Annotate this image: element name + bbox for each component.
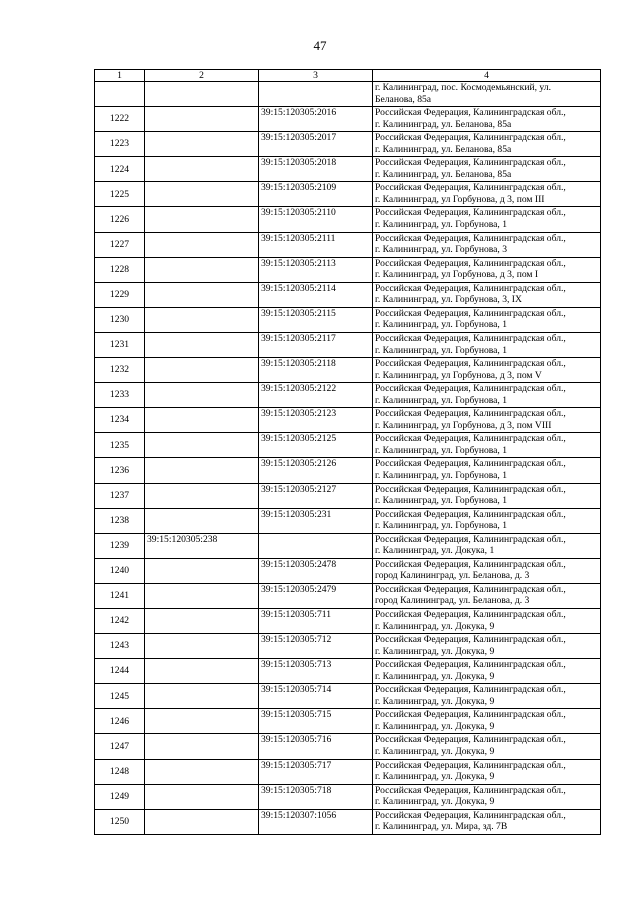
table-row [95, 659, 601, 684]
address-line-1: Российская Федерация, Калининградская обл., [375, 759, 566, 771]
cadastral-number-cell: 39:15:120305:712 [259, 634, 373, 659]
table-row [95, 734, 601, 759]
column-header: 1 [95, 70, 145, 82]
address-line-1: Российская Федерация, Калининградская обл., [375, 307, 566, 319]
cadastral-number-cell: 39:15:120305:2122 [259, 383, 373, 408]
table-row [95, 583, 601, 608]
row-number-cell: 1233 [95, 383, 145, 408]
row-number-cell: 1239 [95, 533, 145, 558]
address-line-2: г. Калининград, ул. Докука, 9 [375, 620, 495, 632]
cadastral-number-cell: 39:15:120305:715 [259, 709, 373, 734]
column-2-cell [145, 132, 259, 157]
cadastral-number-cell: 39:15:120305:716 [259, 734, 373, 759]
column-2-cell [145, 433, 259, 458]
address-line-2: город Калининград, ул. Беланова, д. 3 [375, 570, 530, 582]
cadastral-number-cell: 39:15:120305:231 [259, 508, 373, 533]
address-cell [373, 558, 601, 583]
address-line-1: Российская Федерация, Калининградская обл., [375, 458, 566, 470]
row-number-cell: 1245 [95, 684, 145, 709]
table-row [95, 684, 601, 709]
address-line-2: г. Калининград, ул. Горбунова, 1 [375, 444, 508, 456]
address-line-2: г. Калининград, ул. Беланова, 85а [375, 143, 512, 155]
row-number-cell: 1229 [95, 282, 145, 307]
address-line-1: Российская Федерация, Калининградская обл., [375, 332, 566, 344]
address-cell [373, 307, 601, 332]
address-line-1: Российская Федерация, Калининградская обл., [375, 533, 566, 545]
table-row [95, 132, 601, 157]
column-2-cell [145, 558, 259, 583]
address-line-2: г. Калининград, ул. Горбунова, 1 [375, 344, 508, 356]
address-line-1: Российская Федерация, Калининградская обл., [375, 207, 566, 219]
cadastral-number-cell: 39:15:120305:2126 [259, 458, 373, 483]
address-line-1: Российская Федерация, Калининградская обл., [375, 282, 566, 294]
address-line-1: Российская Федерация, Калининградская обл., [375, 809, 566, 821]
table-row [95, 157, 601, 182]
column-2-cell: 39:15:120305:238 [145, 533, 259, 558]
cadastral-number-cell: 39:15:120305:2016 [259, 107, 373, 132]
column-2-cell [145, 207, 259, 232]
address-cell [373, 332, 601, 357]
cadastral-number-cell: 39:15:120305:2478 [259, 558, 373, 583]
address-line-1: Российская Федерация, Калининградская обл., [375, 107, 566, 119]
column-2-cell [145, 684, 259, 709]
table-row [95, 483, 601, 508]
row-number-cell: 1249 [95, 784, 145, 809]
row-number-cell: 1248 [95, 759, 145, 784]
table-row [95, 433, 601, 458]
column-2-cell [145, 408, 259, 433]
address-line-2: г. Калининград, ул. Мира, зд. 7В [375, 821, 508, 833]
address-line-2: г. Калининград, ул. Докука, 9 [375, 645, 495, 657]
table-row [95, 709, 601, 734]
address-line-1: Российская Федерация, Калининградская обл., [375, 709, 566, 721]
column-2-cell [145, 458, 259, 483]
address-line-2: г. Калининград, ул. Докука, 9 [375, 670, 495, 682]
table-row [95, 809, 601, 834]
table-header-row [95, 70, 601, 82]
cadastral-number-cell: 39:15:120305:718 [259, 784, 373, 809]
table-row [95, 558, 601, 583]
address-line-2: Беланова, 85а [375, 93, 432, 105]
table-row [95, 759, 601, 784]
address-line-1: Российская Федерация, Калининградская обл., [375, 784, 566, 796]
table-row [95, 257, 601, 282]
address-cell [373, 257, 601, 282]
address-cell [373, 458, 601, 483]
address-cell [373, 82, 601, 107]
address-cell [373, 759, 601, 784]
address-line-1: Российская Федерация, Калининградская обл., [375, 608, 566, 620]
row-number-cell: 1234 [95, 408, 145, 433]
table-row [95, 307, 601, 332]
row-number-cell: 1250 [95, 809, 145, 834]
table-row [95, 634, 601, 659]
table-row [95, 383, 601, 408]
address-line-1: Российская Федерация, Калининградская обл., [375, 583, 566, 595]
address-line-1: Российская Федерация, Калининградская обл., [375, 383, 566, 395]
table-row [95, 232, 601, 257]
cadastral-number-cell: 39:15:120305:2111 [259, 232, 373, 257]
cadastral-number-cell [259, 82, 373, 107]
address-line-1: Российская Федерация, Калининградская обл., [375, 157, 566, 169]
column-2-cell [145, 483, 259, 508]
column-2-cell [145, 182, 259, 207]
address-line-1: Российская Федерация, Калининградская обл., [375, 232, 566, 244]
row-number-cell: 1222 [95, 107, 145, 132]
table-row [95, 358, 601, 383]
column-2-cell [145, 307, 259, 332]
row-number-cell [95, 82, 145, 107]
address-line-2: г. Калининград, ул. Докука, 9 [375, 746, 495, 758]
row-number-cell: 1246 [95, 709, 145, 734]
address-cell [373, 182, 601, 207]
cadastral-number-cell: 39:15:120305:2479 [259, 583, 373, 608]
address-cell [373, 709, 601, 734]
address-cell [373, 684, 601, 709]
address-cell [373, 608, 601, 633]
column-header: 2 [145, 70, 259, 82]
row-number-cell: 1237 [95, 483, 145, 508]
cadastral-number-cell: 39:15:120305:714 [259, 684, 373, 709]
row-number-cell: 1232 [95, 358, 145, 383]
address-line-1: Российская Федерация, Калининградская обл., [375, 408, 566, 420]
column-2-cell [145, 659, 259, 684]
address-line-2: город Калининград, ул. Беланова, д. 3 [375, 595, 530, 607]
address-line-2: г. Калининград, ул. Горбунова, 1 [375, 495, 508, 507]
table-body [95, 82, 601, 835]
cadastral-number-cell: 39:15:120305:2115 [259, 307, 373, 332]
cadastral-number-cell: 39:15:120305:2110 [259, 207, 373, 232]
row-number-cell: 1244 [95, 659, 145, 684]
address-cell [373, 232, 601, 257]
address-cell [373, 734, 601, 759]
table-row [95, 182, 601, 207]
address-line-1: Российская Федерация, Калининградская обл., [375, 132, 566, 144]
address-line-2: г. Калининград, ул. Горбунова, 3, IX [375, 294, 522, 306]
address-cell [373, 358, 601, 383]
table-row [95, 282, 601, 307]
address-cell [373, 784, 601, 809]
cadastral-number-cell: 39:15:120307:1056 [259, 809, 373, 834]
address-line-1: Российская Федерация, Калининградская обл., [375, 659, 566, 671]
cadastral-number-cell: 39:15:120305:2118 [259, 358, 373, 383]
cadastral-number-cell: 39:15:120305:711 [259, 608, 373, 633]
address-line-1: Российская Федерация, Калининградская обл., [375, 358, 566, 370]
address-cell [373, 132, 601, 157]
address-cell [373, 207, 601, 232]
column-2-cell [145, 759, 259, 784]
column-2-cell [145, 634, 259, 659]
address-cell [373, 634, 601, 659]
address-line-1: г. Калининград, пос. Космодемьянский, ул. [375, 82, 551, 93]
address-line-2: г. Калининград, ул Горбунова, д 3, пом VIII [375, 419, 552, 431]
address-cell [373, 659, 601, 684]
table-row [95, 784, 601, 809]
column-2-cell [145, 257, 259, 282]
column-header: 4 [373, 70, 601, 82]
table-row [95, 408, 601, 433]
address-line-2: г. Калининград, ул Горбунова, д 3, пом V [375, 369, 542, 381]
cadastral-number-cell: 39:15:120305:2127 [259, 483, 373, 508]
table-row [95, 107, 601, 132]
address-line-1: Российская Федерация, Калининградская обл., [375, 483, 566, 495]
column-2-cell [145, 734, 259, 759]
address-line-1: Российская Федерация, Калининградская обл., [375, 684, 566, 696]
address-line-2: г. Калининград, ул. Докука, 9 [375, 771, 495, 783]
column-2-cell [145, 157, 259, 182]
address-cell [373, 408, 601, 433]
cadastral-number-cell: 39:15:120305:717 [259, 759, 373, 784]
address-cell [373, 282, 601, 307]
table-row [95, 332, 601, 357]
address-cell [373, 383, 601, 408]
address-line-2: г. Калининград, ул Горбунова, д 3, пом III [375, 193, 545, 205]
column-header: 3 [259, 70, 373, 82]
cadastral-number-cell: 39:15:120305:2117 [259, 332, 373, 357]
table-row [95, 533, 601, 558]
address-line-2: г. Калининград, ул. Горбунова, 1 [375, 219, 508, 231]
address-line-2: г. Калининград, ул Горбунова, д 3, пом I [375, 269, 539, 281]
address-line-1: Российская Федерация, Калининградская обл., [375, 257, 566, 269]
column-2-cell [145, 508, 259, 533]
row-number-cell: 1247 [95, 734, 145, 759]
address-line-1: Российская Федерация, Калининградская обл., [375, 182, 566, 194]
address-cell [373, 433, 601, 458]
table-row [95, 608, 601, 633]
row-number-cell: 1224 [95, 157, 145, 182]
row-number-cell: 1231 [95, 332, 145, 357]
row-number-cell: 1230 [95, 307, 145, 332]
table-row [95, 207, 601, 232]
address-line-2: г. Калининград, ул. Горбунова, 1 [375, 520, 508, 532]
column-2-cell [145, 107, 259, 132]
row-number-cell: 1225 [95, 182, 145, 207]
address-line-2: г. Калининград, ул. Докука, 9 [375, 796, 495, 808]
address-line-2: г. Калининград, ул. Горбунова, 1 [375, 470, 508, 481]
column-2-cell [145, 709, 259, 734]
column-2-cell [145, 232, 259, 257]
column-2-cell [145, 608, 259, 633]
address-line-1: Российская Федерация, Калининградская обл., [375, 508, 566, 520]
address-cell [373, 583, 601, 608]
column-2-cell [145, 583, 259, 608]
row-number-cell: 1236 [95, 458, 145, 483]
address-line-2: г. Калининград, ул. Беланова, 85а [375, 168, 512, 180]
address-cell [373, 508, 601, 533]
column-2-cell [145, 358, 259, 383]
cadastral-number-cell: 39:15:120305:2113 [259, 257, 373, 282]
table-row [95, 458, 601, 483]
cadastral-number-cell: 39:15:120305:2125 [259, 433, 373, 458]
cadastral-number-cell: 39:15:120305:2109 [259, 182, 373, 207]
address-cell [373, 107, 601, 132]
column-2-cell [145, 282, 259, 307]
cadastral-number-cell: 39:15:120305:2123 [259, 408, 373, 433]
column-2-cell [145, 809, 259, 834]
row-number-cell: 1243 [95, 634, 145, 659]
row-number-cell: 1240 [95, 558, 145, 583]
row-number-cell: 1223 [95, 132, 145, 157]
row-number-cell: 1242 [95, 608, 145, 633]
page-number: 47 [313, 38, 327, 53]
column-2-cell [145, 383, 259, 408]
address-line-2: г. Калининград, ул. Горбунова, 3 [375, 244, 508, 256]
row-number-cell: 1235 [95, 433, 145, 458]
address-line-2: г. Калининград, ул. Беланова, 85а [375, 118, 512, 130]
column-2-cell [145, 332, 259, 357]
address-cell [373, 533, 601, 558]
address-line-1: Российская Федерация, Калининградская обл., [375, 634, 566, 646]
cadastral-number-cell: 39:15:120305:2114 [259, 282, 373, 307]
column-2-cell [145, 784, 259, 809]
row-number-cell: 1228 [95, 257, 145, 282]
cadastral-number-cell: 39:15:120305:713 [259, 659, 373, 684]
cadastral-number-cell: 39:15:120305:2018 [259, 157, 373, 182]
address-line-1: Российская Федерация, Калининградская обл., [375, 558, 566, 570]
row-number-cell: 1227 [95, 232, 145, 257]
registry-table [94, 69, 601, 835]
address-cell [373, 157, 601, 182]
address-line-2: г. Калининград, ул. Горбунова, 1 [375, 394, 508, 406]
cadastral-number-cell: 39:15:120305:2017 [259, 132, 373, 157]
table-row [95, 82, 601, 107]
row-number-cell: 1238 [95, 508, 145, 533]
address-line-2: г. Калининград, ул. Докука, 9 [375, 695, 495, 707]
address-line-1: Российская Федерация, Калининградская обл., [375, 433, 566, 445]
address-line-2: г. Калининград, ул. Докука, 9 [375, 720, 495, 732]
table-row [95, 508, 601, 533]
address-line-2: г. Калининград, ул. Докука, 1 [375, 545, 495, 557]
row-number-cell: 1241 [95, 583, 145, 608]
address-line-2: г. Калининград, ул. Горбунова, 1 [375, 319, 508, 331]
address-cell [373, 809, 601, 834]
row-number-cell: 1226 [95, 207, 145, 232]
address-line-1: Российская Федерация, Калининградская обл., [375, 734, 566, 746]
address-cell [373, 483, 601, 508]
cadastral-number-cell [259, 533, 373, 558]
column-2-cell [145, 82, 259, 107]
